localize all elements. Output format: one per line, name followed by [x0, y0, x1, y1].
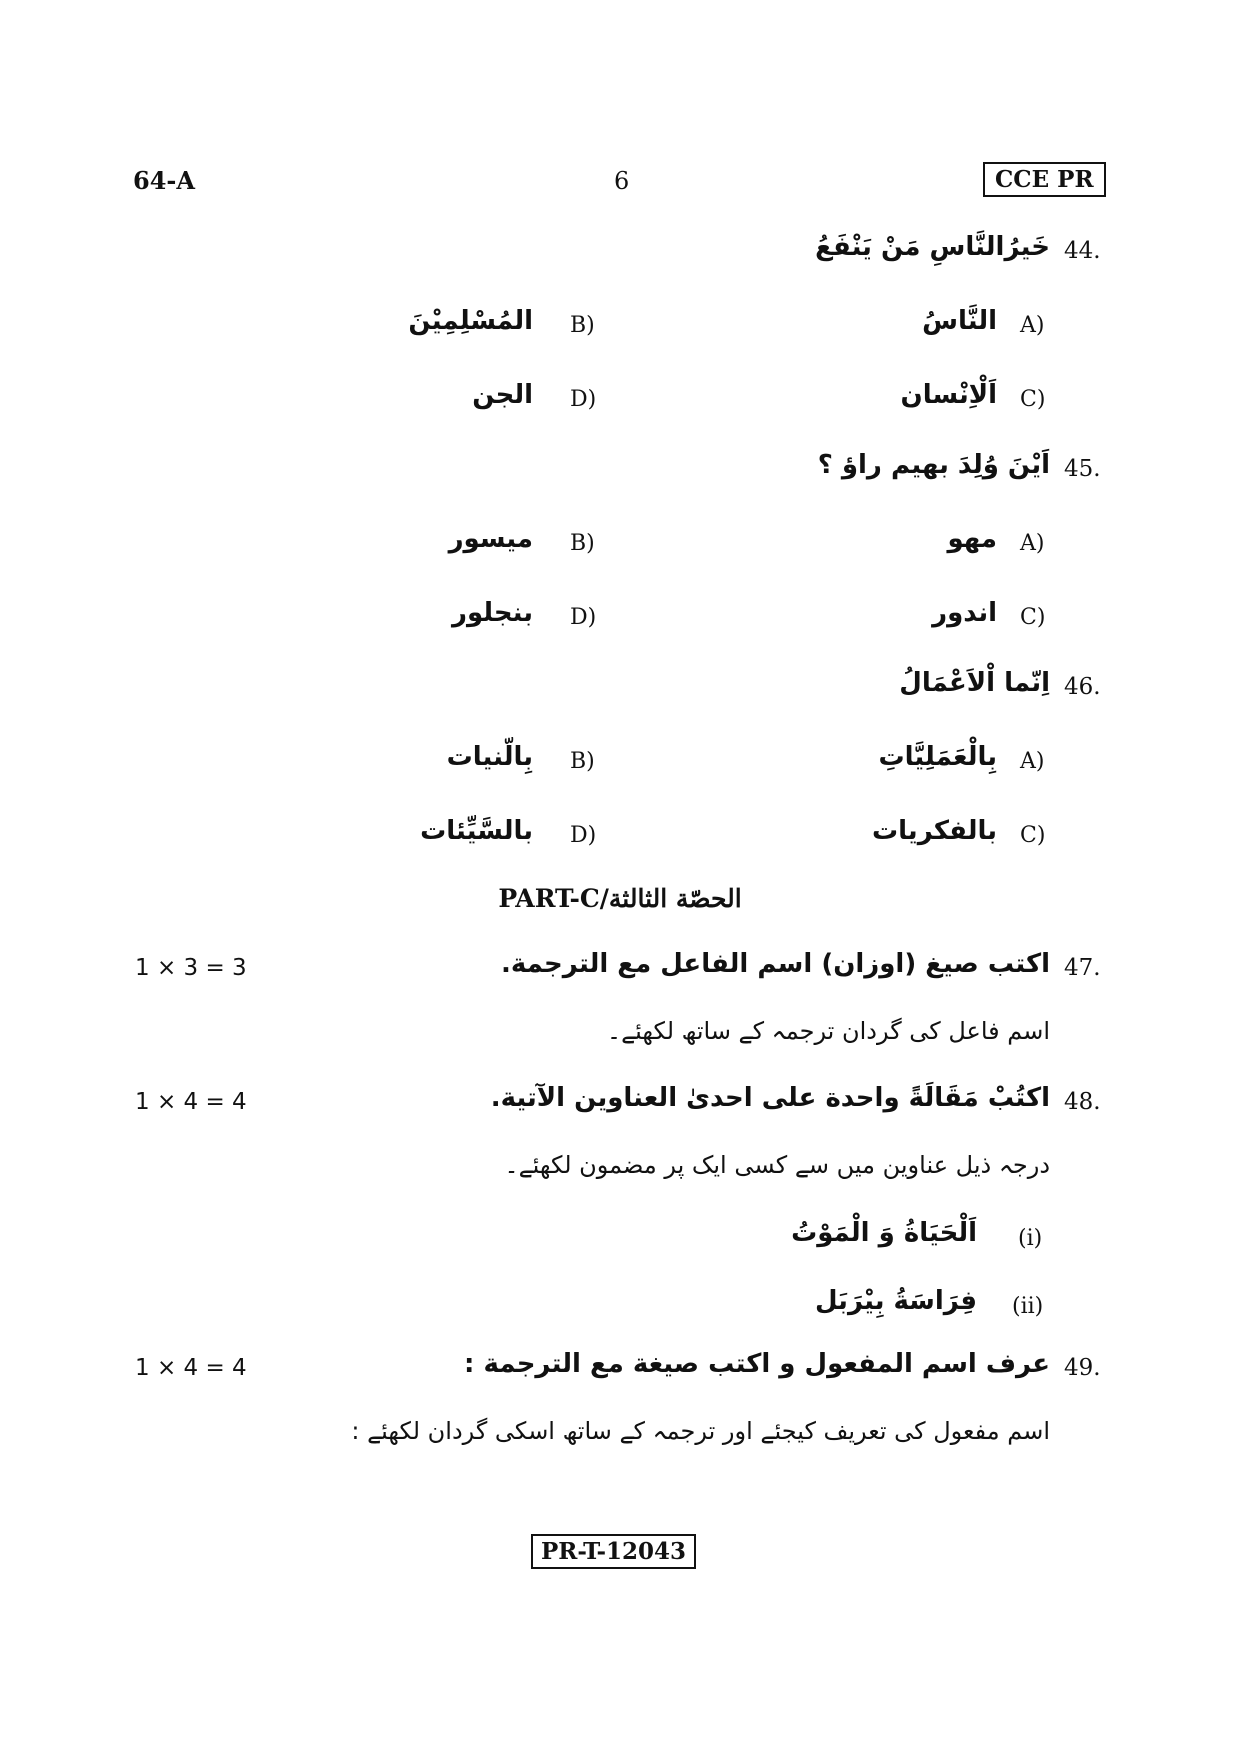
q48-subitem-ii-text: فِرَاسَةُ بِيْرَبَل — [814, 1286, 977, 1316]
question-46-text: اِنّما اْلاَعْمَالُ — [899, 668, 1050, 698]
question-49-urdu: اسم مفعول کی تعریف کیجئے اور ترجمہ کے ساتھ اسکی گردان لکھئے : — [351, 1417, 1050, 1445]
q46-option-a-letter: A) — [1020, 749, 1045, 774]
question-44-text: خَيرُالنَّاسِ مَنْ يَنْفَعُ — [815, 232, 1050, 262]
q45-option-c-text: اندور — [932, 598, 997, 628]
page-number: 6 — [614, 167, 630, 195]
question-49-number: 49. — [1064, 1355, 1101, 1381]
paper-code: 64-A — [133, 166, 195, 195]
q48-subitem-i-label: (i) — [1018, 1226, 1043, 1251]
q48-subitem-i-text: اَلْحَيَاةُ وَ الْمَوْتُ — [791, 1218, 977, 1248]
q46-option-b-text: بِالّنيات — [446, 742, 533, 772]
q44-option-d-text: الجن — [472, 380, 533, 410]
q44-option-c-letter: C) — [1020, 387, 1046, 412]
q44-option-a-text: النَّاسُ — [922, 306, 997, 336]
question-48-urdu: درجہ ذیل عناوین میں سے کسی ایک پر مضمون لکھئے۔ — [504, 1151, 1050, 1179]
q45-option-c-letter: C) — [1020, 605, 1046, 630]
q44-option-b-text: المُسْلِمِيْنَ — [408, 306, 533, 336]
q48-subitem-ii-label: (ii) — [1012, 1294, 1044, 1319]
q46-option-a-text: بِالْعَمَلِيَّاتِ — [878, 742, 997, 772]
q44-option-c-text: اَلْاِنْسان — [900, 380, 997, 410]
question-47-urdu: اسم فاعل کی گردان ترجمہ کے ساتھ لکھئے۔ — [607, 1017, 1050, 1045]
q49-marks: 1 × 4 = 4 — [135, 1355, 247, 1381]
q46-option-d-letter: D) — [570, 823, 597, 848]
question-48-arabic: اكتُبْ مَقَالَةً واحدة على احدیٰ العناوين الآتية. — [490, 1083, 1050, 1113]
q44-option-d-letter: D) — [570, 387, 597, 412]
question-44-number: 44. — [1064, 238, 1101, 264]
question-46-number: 46. — [1064, 674, 1101, 700]
q45-option-d-text: بنجلور — [452, 598, 533, 628]
q45-option-a-text: مهو — [947, 524, 997, 554]
footer-code-box: PR-T-12043 — [531, 1534, 696, 1569]
q46-option-c-letter: C) — [1020, 823, 1046, 848]
q47-marks: 1 × 3 = 3 — [135, 955, 247, 981]
q45-option-b-text: ميسور — [448, 524, 533, 554]
q45-option-b-letter: B) — [570, 531, 595, 556]
question-47-arabic: اكتب صيغ (اوزان) اسم الفاعل مع الترجمة. — [500, 949, 1050, 979]
q46-option-d-text: بالسَّيِّئات — [420, 816, 533, 846]
question-45-number: 45. — [1064, 456, 1101, 482]
part-c-heading: PART-C/الحصّة الثالثة — [498, 884, 742, 913]
q44-option-b-letter: B) — [570, 313, 595, 338]
question-45-text: اَيْنَ وُلِدَ بهيم راؤ ؟ — [817, 450, 1050, 480]
question-48-number: 48. — [1064, 1089, 1101, 1115]
q45-option-a-letter: A) — [1020, 531, 1045, 556]
exam-code-box: CCE PR — [983, 162, 1106, 197]
q46-option-b-letter: B) — [570, 749, 595, 774]
q46-option-c-text: بالفكريات — [872, 816, 997, 846]
q44-option-a-letter: A) — [1020, 313, 1045, 338]
q45-option-d-letter: D) — [570, 605, 597, 630]
question-47-number: 47. — [1064, 955, 1101, 981]
q48-marks: 1 × 4 = 4 — [135, 1089, 247, 1115]
question-49-arabic: عرف اسم المفعول و اكتب صيغة مع الترجمة : — [464, 1349, 1050, 1379]
